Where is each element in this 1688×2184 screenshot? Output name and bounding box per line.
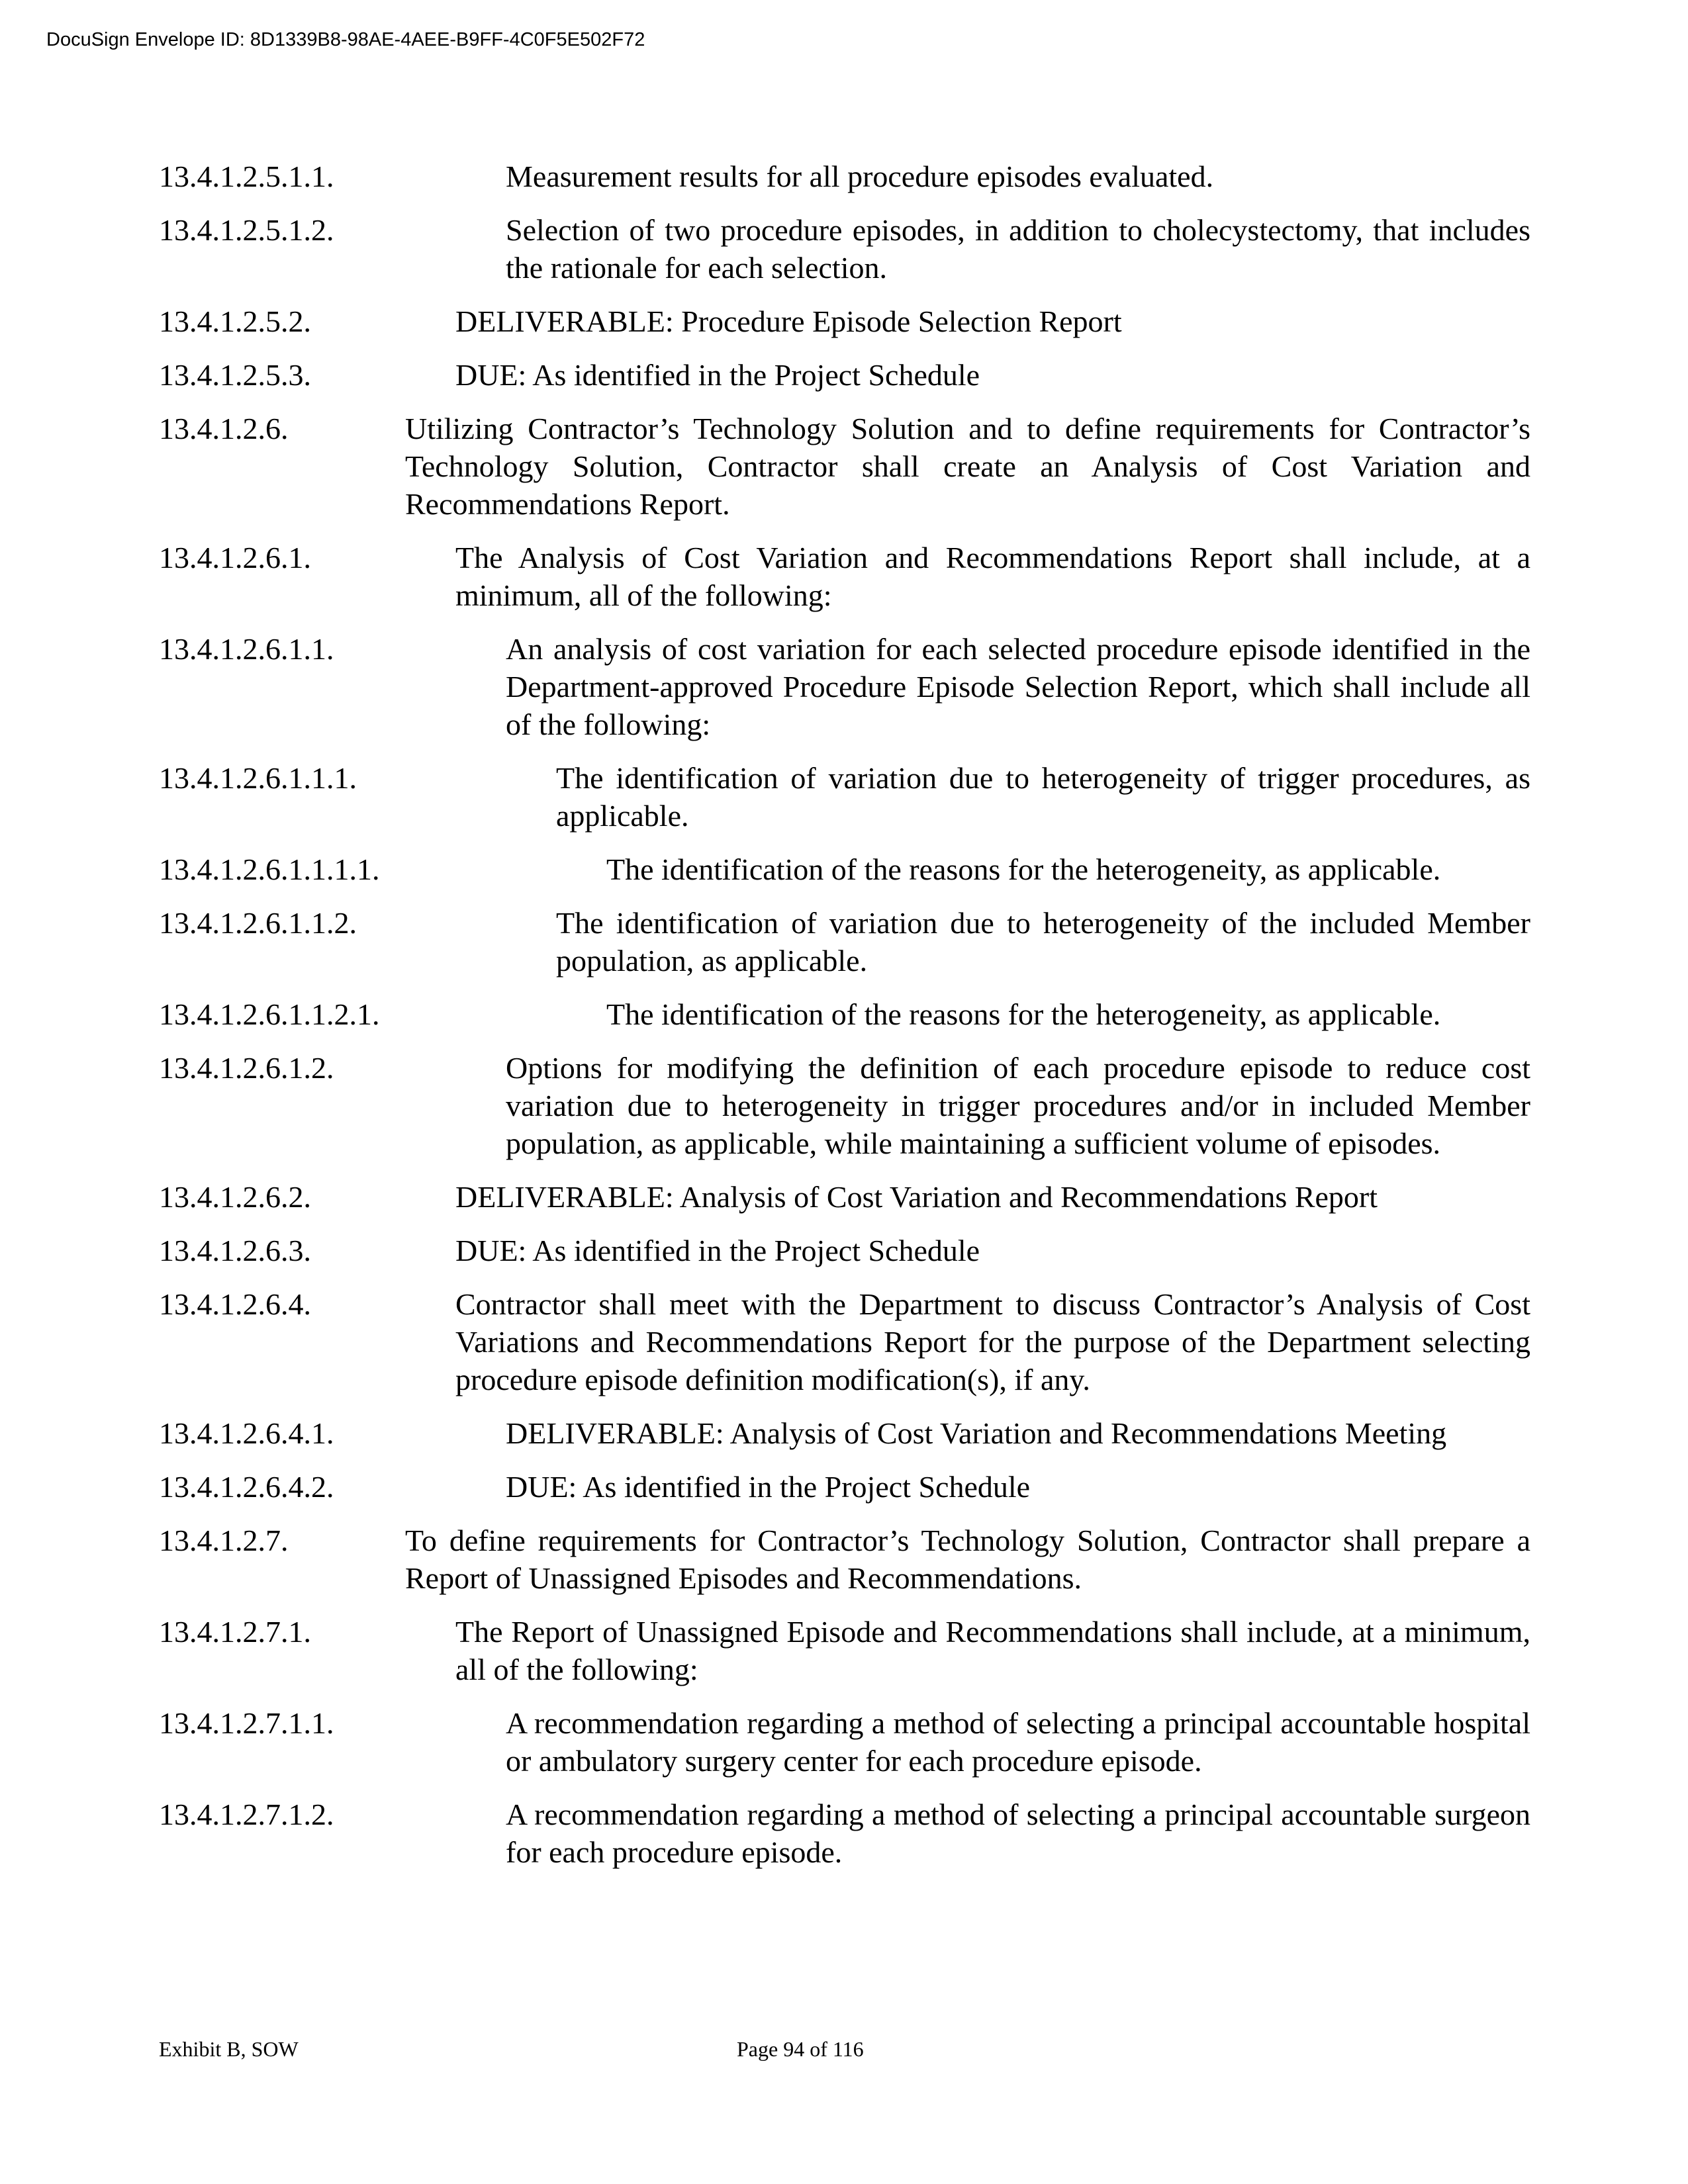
paragraph-text: DUE: As identified in the Project Schedule — [506, 1470, 1031, 1504]
paragraph — [159, 1704, 1530, 1780]
paragraph-number: 13.4.1.2.7.1.1. — [159, 1706, 334, 1740]
paragraph — [159, 1796, 1530, 1871]
paragraph-number: 13.4.1.2.7.1. — [159, 1615, 311, 1649]
paragraph — [159, 356, 1530, 394]
paragraph — [159, 302, 1530, 340]
paragraph-number: 13.4.1.2.6.2. — [159, 1180, 311, 1214]
paragraph-number: 13.4.1.2.6.1.1. — [159, 632, 334, 666]
paragraph-text: Options for modifying the definition of each procedure episode to reduce cost variation due to heterogeneity in trigger procedures and/or in included Member population, as applicable, while maintaining a sufficient volume of episodes. — [506, 1051, 1530, 1160]
paragraph — [159, 1232, 1530, 1269]
paragraph-text: To define requirements for Contractor’s Technology Solution, Contractor shall prepare a Report of Unassigned Episodes and Recommendations. — [405, 1524, 1530, 1595]
paragraph — [159, 1613, 1530, 1688]
paragraph-text: Contractor shall meet with the Department to discuss Contractor’s Analysis of Cost Variations and Recommendations Report for the purpose of the Department selecting procedure episode definition modification(s), if any. — [455, 1287, 1530, 1396]
paragraph-number: 13.4.1.2.6.1.1.1. — [159, 761, 357, 795]
paragraph — [159, 1178, 1530, 1216]
paragraph — [159, 1468, 1530, 1506]
paragraph — [159, 759, 1530, 835]
footer-exhibit-label: Exhibit B, SOW — [159, 2037, 299, 2061]
paragraph-number: 13.4.1.2.6.4.2. — [159, 1470, 334, 1504]
paragraph-text: The identification of variation due to heterogeneity of trigger procedures, as applicable. — [556, 761, 1530, 833]
paragraph-text: The identification of the reasons for the heterogeneity, as applicable. — [606, 997, 1441, 1031]
footer-page-number: Page 94 of 116 — [737, 2037, 864, 2061]
paragraph-number: 13.4.1.2.6.4.1. — [159, 1416, 334, 1450]
paragraph — [159, 158, 1530, 195]
paragraph — [159, 410, 1530, 523]
paragraph-text: An analysis of cost variation for each selected procedure episode identified in the Department-approved Procedure Episode Selection Report, which shall include all of the following: — [506, 632, 1530, 741]
paragraph-text: DELIVERABLE: Analysis of Cost Variation and Recommendations Meeting — [506, 1416, 1447, 1450]
paragraph-number: 13.4.1.2.6.4. — [159, 1287, 311, 1321]
paragraph-number: 13.4.1.2.5.1.2. — [159, 213, 334, 247]
paragraph-text: The identification of variation due to heterogeneity of the included Member population, as applicable. — [556, 906, 1530, 978]
paragraph-number: 13.4.1.2.6. — [159, 412, 289, 445]
paragraph — [159, 630, 1530, 743]
paragraph-number: 13.4.1.2.5.1.1. — [159, 159, 334, 193]
paragraph-number: 13.4.1.2.6.1. — [159, 541, 311, 574]
document-body — [159, 158, 1530, 1887]
paragraph — [159, 904, 1530, 979]
paragraph — [159, 1049, 1530, 1162]
paragraph-number: 13.4.1.2.6.3. — [159, 1234, 311, 1267]
paragraph-text: Selection of two procedure episodes, in addition to cholecystectomy, that includes the rationale for each selection. — [506, 213, 1530, 285]
paragraph-number: 13.4.1.2.5.3. — [159, 358, 311, 392]
paragraph-number: 13.4.1.2.5.2. — [159, 304, 311, 338]
paragraph-text: Utilizing Contractor’s Technology Solution and to define requirements for Contractor’s Technology Solution, Contractor shall create an Analysis of Cost Variation and Recommendations Report. — [405, 412, 1530, 521]
paragraph — [159, 539, 1530, 614]
paragraph-text: Measurement results for all procedure episodes evaluated. — [506, 159, 1214, 193]
paragraph-text: The Analysis of Cost Variation and Recommendations Report shall include, at a minimum, all of the following: — [455, 541, 1530, 612]
paragraph-number: 13.4.1.2.6.1.1.2. — [159, 906, 357, 940]
paragraph — [159, 995, 1530, 1033]
paragraph — [159, 1414, 1530, 1452]
paragraph-text: DUE: As identified in the Project Schedule — [455, 358, 980, 392]
paragraph-number: 13.4.1.2.6.1.1.2.1. — [159, 997, 380, 1031]
paragraph-text: The Report of Unassigned Episode and Recommendations shall include, at a minimum, all of the following: — [455, 1615, 1530, 1686]
paragraph-text: The identification of the reasons for the heterogeneity, as applicable. — [606, 852, 1441, 886]
paragraph-text: A recommendation regarding a method of selecting a principal accountable hospital or ambulatory surgery center for each procedure episode. — [506, 1706, 1530, 1778]
paragraph-text: DELIVERABLE: Procedure Episode Selection Report — [455, 304, 1122, 338]
paragraph-text: DUE: As identified in the Project Schedule — [455, 1234, 980, 1267]
paragraph-number: 13.4.1.2.7.1.2. — [159, 1797, 334, 1831]
paragraph-text: A recommendation regarding a method of selecting a principal accountable surgeon for each procedure episode. — [506, 1797, 1530, 1869]
paragraph — [159, 850, 1530, 888]
paragraph — [159, 211, 1530, 287]
paragraph — [159, 1285, 1530, 1398]
paragraph-number: 13.4.1.2.6.1.2. — [159, 1051, 334, 1085]
envelope-id: DocuSign Envelope ID: 8D1339B8-98AE-4AEE-B9FF-4C0F5E502F72 — [46, 29, 645, 50]
paragraph-number: 13.4.1.2.6.1.1.1.1. — [159, 852, 380, 886]
paragraph-text: DELIVERABLE: Analysis of Cost Variation and Recommendations Report — [455, 1180, 1378, 1214]
paragraph-number: 13.4.1.2.7. — [159, 1524, 289, 1557]
paragraph — [159, 1522, 1530, 1597]
